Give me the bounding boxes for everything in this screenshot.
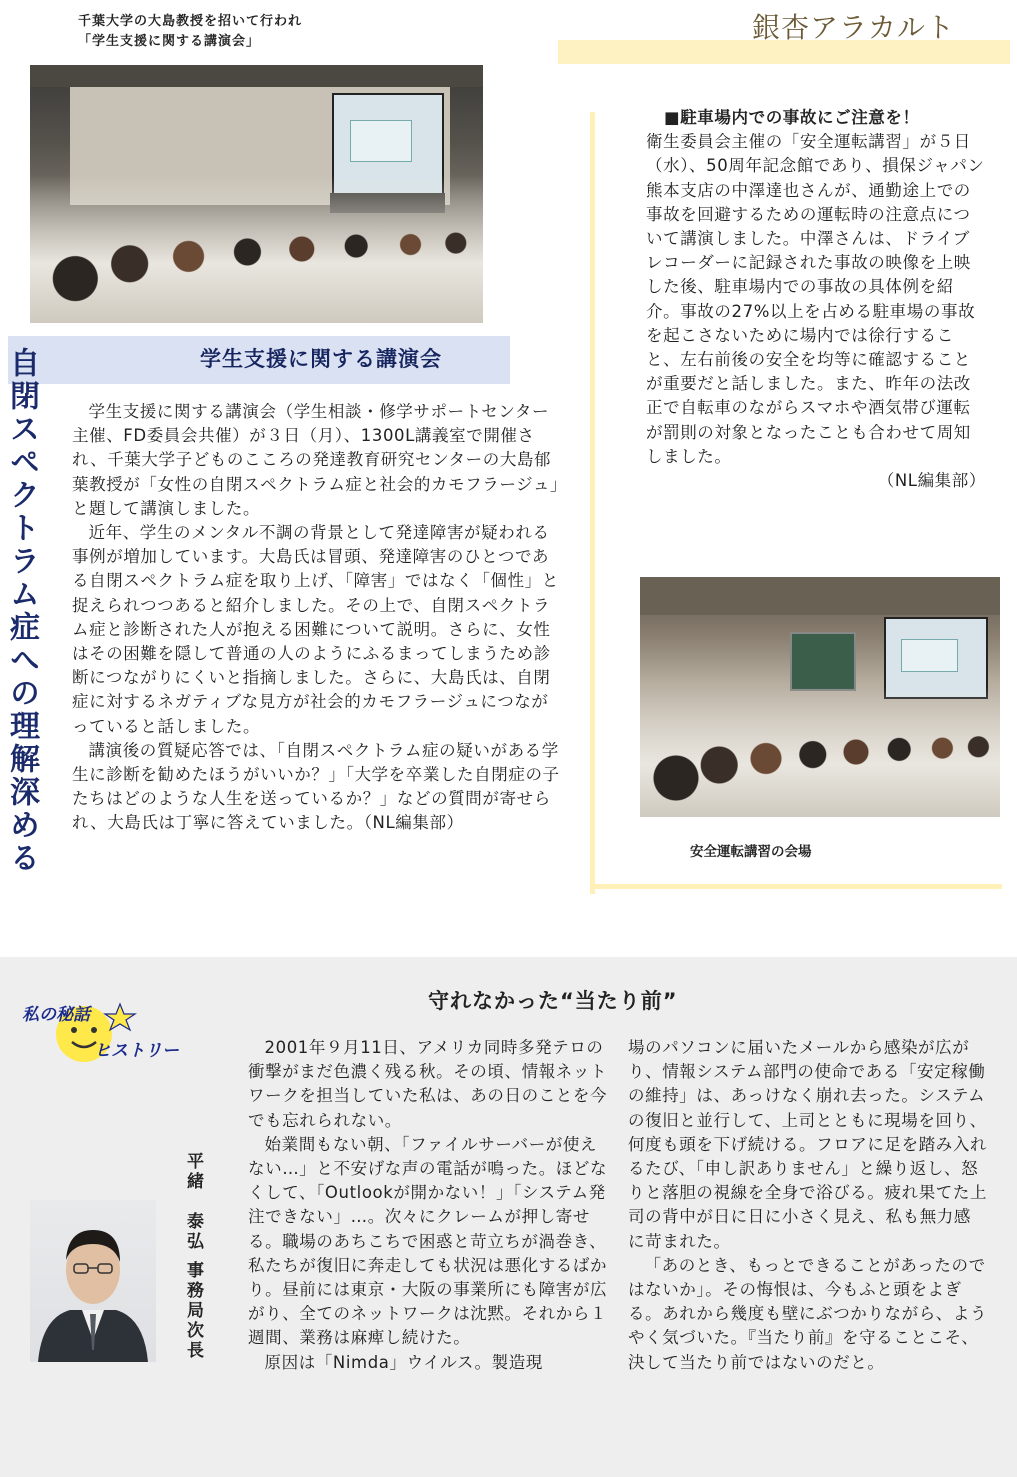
author-name: 平緒 泰弘 事務局次長 — [183, 1152, 203, 1361]
logo-text-2: ヒストリー — [94, 1041, 179, 1061]
safety-lecture-photo — [640, 577, 1000, 817]
secret-story-column-2 — [628, 1036, 988, 1375]
secret-story-column-1 — [248, 1036, 608, 1375]
ginkgo-article — [646, 106, 986, 493]
lecture-vertical-title: 自閉スペクトラム症への理解深める — [4, 347, 39, 875]
secret-story-title: 守れなかった“当たり前” — [428, 989, 678, 1013]
caption-line-1: 千葉大学の大島教授を招いて行われ — [78, 14, 303, 29]
secret-story-logo — [22, 992, 182, 1072]
lecture-paragraph: 近年、学生のメンタル不調の背景として発達障害が疑われる事例が増加しています。大島氏は冒頭、発達障害のひとつである自閉スペクトラム症を取り上げ、「障害」ではなく「個性」と捉えられつつあると紹介しました。その上で、自閉スペクトラム症と診断された人が抱える困難について説明。さらに、女性はその困難を隠して普通の人のようにふるまってしまうため診断につながりにくいと指摘しました。さらに、大島氏は、自閉症に対するネガティブな見方が社会的カモフラージュにつながっていると話しました。 — [72, 523, 559, 736]
ginkgo-section-title: 銀杏アラカルト — [752, 11, 956, 44]
safety-photo-caption: 安全運転講習の会場 — [690, 844, 812, 860]
logo-text-1: 私の秘話 — [22, 1005, 90, 1025]
lecture-photo — [30, 65, 483, 323]
story-paragraph: 原因は「Nimda」ウイルス。製造現 — [264, 1352, 543, 1372]
lecture-banner-title: 学生支援に関する講演会 — [200, 347, 442, 371]
story-paragraph: 2001年９月11日、アメリカ同時多発テロの衝撃がまだ色濃く残る秋。その頃、情報ネットワークを担当していた私は、あの日のことを今でも忘れられない。 — [248, 1038, 608, 1130]
ginkgo-horizontal-rule — [590, 884, 1002, 889]
ginkgo-heading: ■駐車場内での事故にご注意を！ — [664, 108, 920, 127]
story-paragraph: 「あのとき、もっとできることがあったのではないか」。その悔恨は、今もふと頭をよぎる。あれから幾度も壁にぶつかりながら、ようやく気づいた。『当たり前』を守ることこそ、決して当たり前ではないのだと。 — [628, 1255, 988, 1372]
lecture-paragraph: 学生支援に関する講演会（学生相談・修学サポートセンター主催、FD委員会共催）が３日（月）、1300L講義室で開催され、千葉大学子どものこころの発達教育研究センターの大島郁葉教授が「女性の自閉スペクトラム症と社会的カモフラージュ」と題して講演しました。 — [72, 402, 559, 518]
lecture-article — [72, 400, 562, 836]
story-paragraph: 始業間もない朝、「ファイルサーバーが使えない…」と不安げな声の電話が鳴った。ほどなくして、「Outlookが開かない！」「システム発注できない」…。次々にクレームが押し寄せる。職場のあちこちで困惑と苛立ちが渦巻き、私たちが復旧に奔走しても状況は悪化するばかり。昼前には東京・大阪の事業所にも障害が広がり、全てのネットワークは沈黙。それから１週間、業務は麻痺し続けた。 — [248, 1134, 608, 1348]
author-portrait — [30, 1200, 156, 1362]
ginkgo-body: 衛生委員会主催の「安全運転講習」が５日（水）、50周年記念館であり、損保ジャパン熊本支店の中澤達也さんが、通勤途上での事故を回避するための運転時の注意点について講演しました。中澤さんは、ドライブレコーダーに記録された事故の映像を上映した後、駐車場内での事故の具体例を紹介。事故の27%以上を占める駐車場の事故を起こさないために場内では徐行すること、左右前後の安全を均等に確認することが重要だと話しました。また、昨年の法改正で自転車のながらスマホや酒気帯び運転が罰則の対象となったことも合わせて周知しました。 — [646, 132, 985, 466]
ginkgo-vertical-rule — [590, 112, 595, 894]
top-photo-caption — [78, 12, 302, 52]
caption-line-2: 「学生支援に関する講演会」 — [78, 34, 261, 49]
lecture-paragraph: 講演後の質疑応答では、「自閉スペクトラム症の疑いがある学生に診断を勧めたほうがいいか？」「大学を卒業した自閉症の子たちはどのような人生を送っているか？」などの質問が寄せられ、大島氏は丁寧に答えていました。（NL編集部） — [72, 740, 560, 833]
person-photo-icon — [30, 1200, 156, 1362]
ginkgo-credit: （NL編集部） — [877, 471, 986, 491]
story-paragraph: 場のパソコンに届いたメールから感染が広がり、情報システム部門の使命である「安定稼働の維持」は、あっけなく崩れ去った。システムの復旧と並行して、上司とともに現場を回り、何度も頭を下げ続ける。フロアに足を踏み入れるたび、「申し訳ありません」と繰り返し、怒りと落胆の視線を全身で浴びる。疲れ果てた上司の背中が日に日に小さく見え、私も無力感に苛まれた。 — [628, 1038, 988, 1251]
